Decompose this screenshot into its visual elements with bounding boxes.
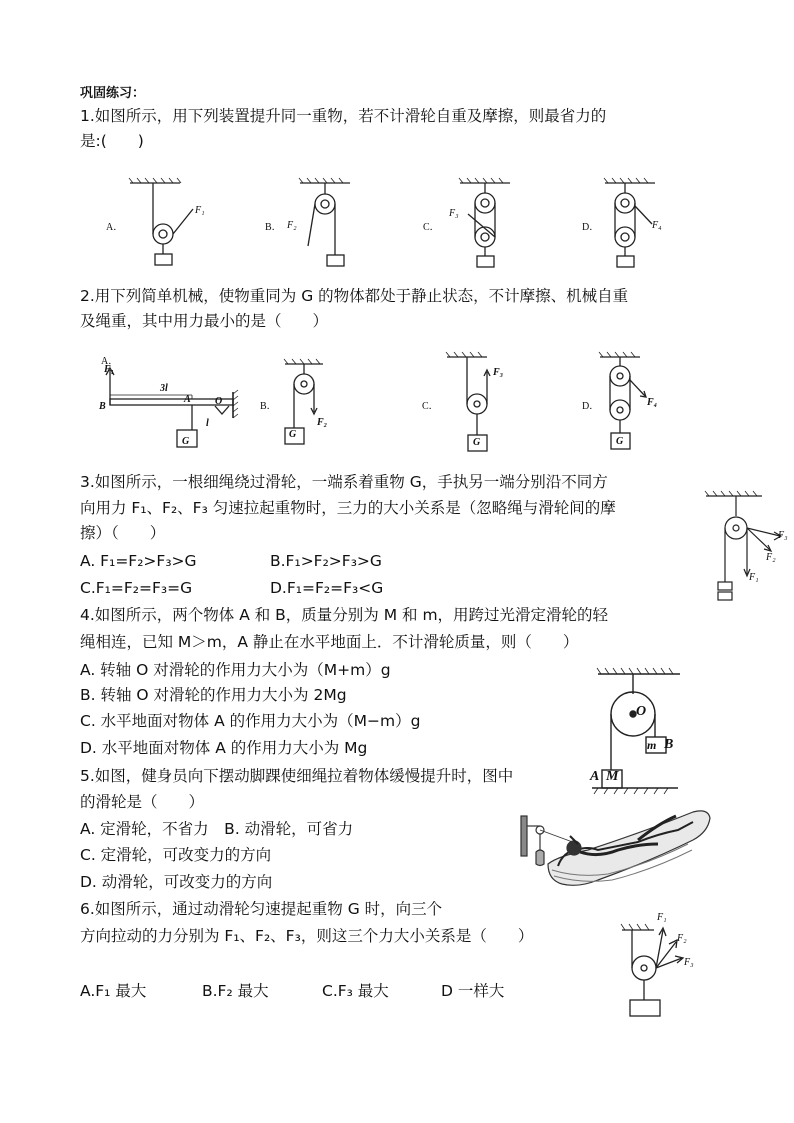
q3-stem-line3: 擦）（ ） (80, 524, 166, 542)
q1-stem-line2: 是:( ) (80, 132, 144, 150)
q2-weight-b: G (289, 429, 297, 440)
q3-option-a: A. F₁=F₂>F₃>G (80, 552, 197, 570)
q3-option-c: C.F₁=F₂=F₃=G (80, 579, 193, 597)
q6-stem-line1: 6.如图所示，通过动滑轮匀速提起重物 G 时，向三个 (80, 900, 443, 918)
q2-force-f4: F₄ (647, 397, 658, 408)
q2-weight-d: G (616, 436, 624, 447)
q2-lever-g: G (182, 436, 190, 447)
q6-force-f3: F₃ (684, 957, 694, 968)
q4-figure (588, 664, 698, 800)
q6-stem-line2: 方向拉动的力分别为 F₁、F₂、F₃，则这三个力大小关系是（ ） (80, 927, 534, 945)
q2-label-c: C． (422, 401, 439, 412)
q4-stem-line2: 绳相连，已知 M＞m，A 静止在水平地面上．不计滑轮质量，则（ ） (80, 633, 579, 651)
q6-force-f1: F₁ (657, 912, 667, 923)
q4-option-c: C. 水平地面对物体 A 的作用力大小为（M−m）g (80, 712, 421, 730)
q4-option-a: A. 转轴 O 对滑轮的作用力大小为（M+m）g (80, 661, 391, 679)
q4-label-a: A (590, 769, 600, 784)
q3-option-b: B.F₁>F₂>F₃>G (270, 552, 382, 570)
q4-option-b: B. 转轴 O 对滑轮的作用力大小为 2Mg (80, 686, 347, 704)
q3-stem-line1: 3.如图所示，一根细绳绕过滑轮，一端系着重物 G，手执另一端分别沿不同方 (80, 473, 608, 491)
q3-stem-line2: 向用力 F₁、F₂、F₃ 匀速拉起重物时，三力的大小关系是（忽略绳与滑轮间的摩 (80, 499, 616, 517)
q1-force-f4: F₄ (652, 220, 662, 231)
q1-label-c: C． (423, 222, 440, 233)
q4-label-bigm: M (606, 769, 619, 784)
q2-lever-b: B (99, 401, 106, 412)
q5-option-d: D. 动滑轮，可改变力的方向 (80, 873, 273, 891)
q3-force-f1: F₁ (749, 572, 759, 583)
q4-label-b: B (664, 737, 674, 752)
q4-option-d: D. 水平地面对物体 A 的作用力大小为 Mg (80, 739, 368, 757)
q2-label-a: A． (101, 356, 119, 367)
q3-force-f2: F₂ (766, 552, 776, 563)
q2-force-f2: F₂ (317, 417, 328, 428)
q6-force-f2: F₂ (677, 933, 687, 944)
q2-label-b: B． (260, 401, 277, 412)
q3-figure (700, 486, 790, 616)
q2-lever-3l: 3l (160, 383, 168, 394)
q1-label-d: D． (582, 222, 600, 233)
q3-option-d: D.F₁=F₂=F₃<G (270, 579, 384, 597)
q2-lever-o: O (215, 396, 223, 407)
q4-label-o: O (636, 704, 647, 719)
q5-option-ab: A. 定滑轮，不省力 B. 动滑轮，可省力 (80, 820, 354, 838)
q3-force-f3: F₃ (778, 530, 788, 541)
q6-option-d: D 一样大 (441, 982, 505, 1000)
q6-option-c: C.F₃ 最大 (322, 982, 389, 1000)
q5-stem-line2: 的滑轮是（ ） (80, 793, 205, 811)
q1-force-f3: F₃ (449, 208, 459, 219)
q2-figure (95, 350, 658, 458)
q4-label-m: m (647, 738, 657, 752)
q2-stem-line2: 及绳重，其中用力最小的是（ ） (80, 312, 329, 330)
q1-force-f1: F₁ (195, 205, 205, 216)
q2-label-d: D． (582, 401, 600, 412)
q4-stem-line1: 4.如图所示，两个物体 A 和 B，质量分别为 M 和 m，用跨过光滑定滑轮的轻 (80, 606, 609, 624)
q6-option-b: B.F₂ 最大 (202, 982, 269, 1000)
q2-stem-line1: 2.用下列简单机械，使物重同为 G 的物体都处于静止状态，不计摩擦、机械自重 (80, 287, 629, 305)
q2-lever-f1: F₁ (104, 364, 115, 375)
q2-weight-c: G (473, 437, 481, 448)
q5-figure-fitness (518, 800, 718, 900)
q5-stem-line1: 5.如图，健身员向下摆动脚踝使细绳拉着物体缓慢提升时，图中 (80, 767, 514, 785)
q2-force-f3: F₃ (493, 367, 504, 378)
q1-label-b: B． (265, 222, 282, 233)
q1-stem-line1: 1.如图所示，用下列装置提升同一重物，若不计滑轮自重及摩擦，则最省力的 (80, 107, 607, 125)
q6-option-a: A.F₁ 最大 (80, 982, 147, 1000)
q5-option-c: C. 定滑轮，可改变力的方向 (80, 846, 272, 864)
q1-force-f2: F₂ (287, 220, 297, 231)
q2-lever-a: A (184, 394, 191, 405)
q6-figure (618, 916, 708, 1020)
q1-label-a: A． (106, 222, 124, 233)
exercise-heading: 巩固练习： (80, 86, 146, 101)
q2-lever-l: l (206, 418, 209, 429)
